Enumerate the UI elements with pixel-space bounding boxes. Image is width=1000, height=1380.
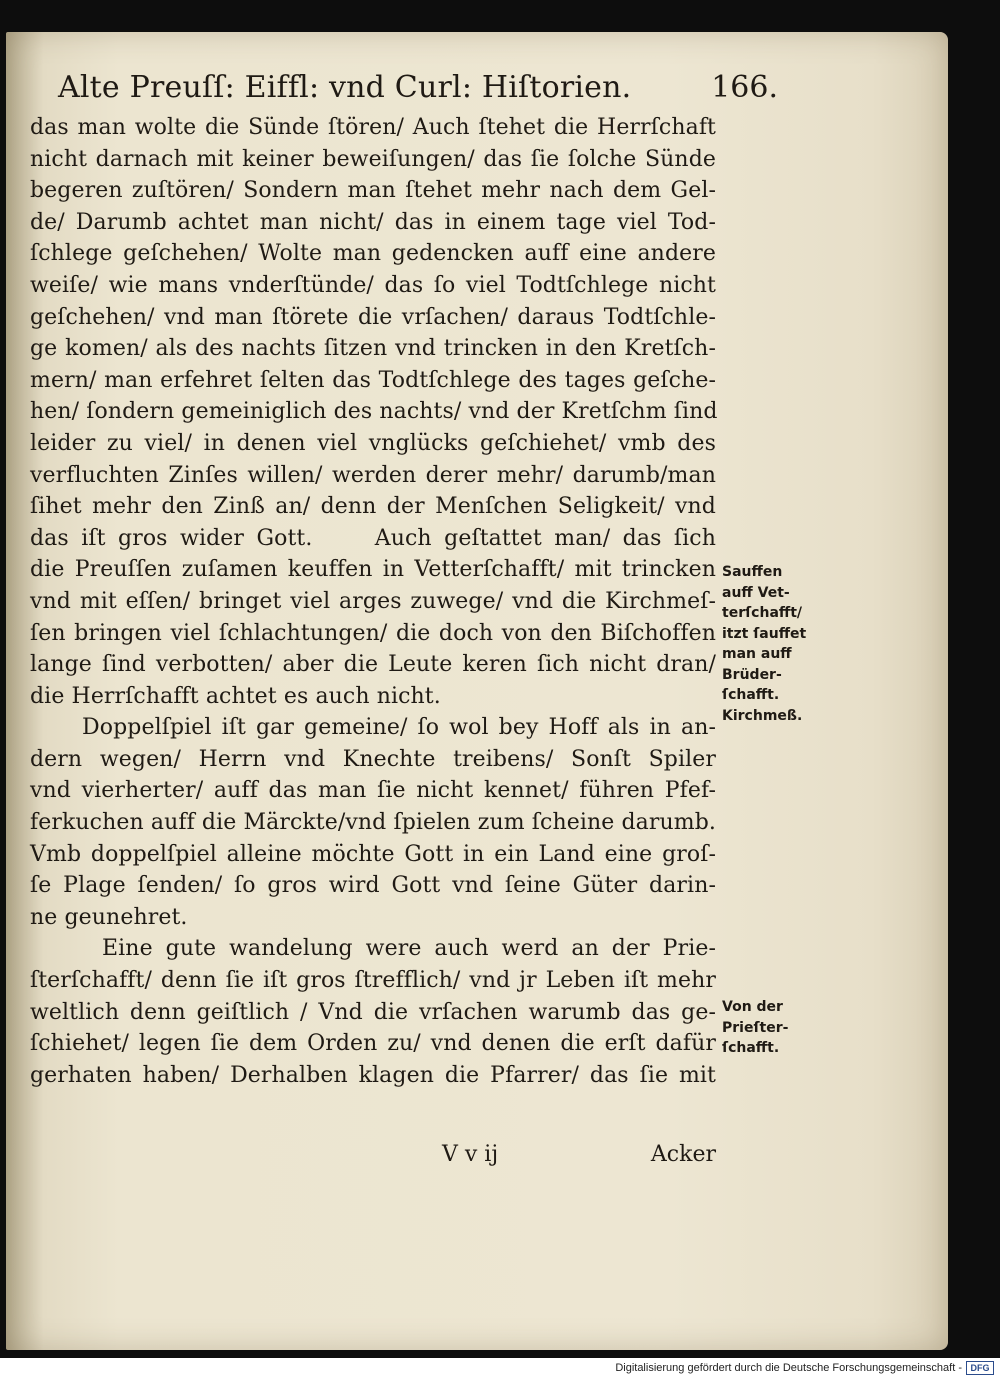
paragraph-start-line: Eine gute wandelung were auch werd an der Prie- <box>102 936 716 962</box>
paragraph-end-line: die Herrſchafft achtet es auch nicht. <box>30 683 441 709</box>
text-line: vnd vierherter/ auff das man ſie nicht kennet/ führen Pfef- <box>30 778 716 804</box>
funding-credit: Digitalisierung gefördert durch die Deutsche Forschungsgemeinschaft - <box>615 1362 962 1374</box>
text-line: ſchlege geſchehen/ Wolte man gedencken auff eine andere <box>30 241 716 267</box>
text-line: ſe Plage ſenden/ ſo gros wird Gott vnd ſeine Güter darin- <box>30 873 716 899</box>
marginal-note-vetterschafft <box>722 562 822 726</box>
text-line: ge komen/ als des nachts ſitzen vnd trincken in den Kretſch- <box>30 336 716 362</box>
catchword: Acker <box>650 1142 716 1167</box>
text-line: verfluchten Zinſes willen/ werden derer mehr/ darumb/man <box>30 462 716 488</box>
marginal-line: terſchafft/ <box>722 605 803 621</box>
text-line: begeren zuſtören/ Sondern man ſtehet mehr nach dem Gel- <box>30 178 716 204</box>
dfg-logo: DFG <box>966 1361 994 1375</box>
text-line: ferkuchen auff die Märckte/vnd ſpielen zum ſcheine darumb. <box>30 810 716 836</box>
marginal-line: Brüder- <box>722 666 782 683</box>
text-line: das iſt gros wider Gott. Auch geſtattet man/ das ſich <box>30 525 716 551</box>
running-head <box>58 70 778 118</box>
text-line: vnd mit eſſen/ bringet viel arges zuwege/ vnd die Kirchmeſ- <box>30 588 716 614</box>
text-line: ſihet mehr den Zinß an/ denn der Menſchen Seligkeit/ vnd <box>30 494 716 520</box>
marginal-line: ſchafft. <box>722 687 780 703</box>
text-line: mern/ man erfehret ſelten das Todtſchlege des tages geſche- <box>30 367 716 393</box>
marginal-line: auff Vet- <box>722 584 790 601</box>
text-line: leider zu viel/ in denen viel vnglücks geſchiehet/ vmb des <box>30 430 716 456</box>
marginal-note-priesterschafft <box>722 997 822 1059</box>
text-line: geſchehen/ vnd man ſtörete die vrſachen/ daraus Todtſchle- <box>30 304 716 330</box>
marginal-line: itzt ſauffet <box>722 625 807 642</box>
running-title: Alte Preuſſ: Eiffl: vnd Curl: Hiſtorien. <box>58 70 632 105</box>
text-line: ſterſchafft/ denn ſie iſt gros ſtrefflich/ vnd jr Leben iſt mehr <box>30 968 716 994</box>
body-text <box>30 112 716 1091</box>
folio-number: 166. <box>711 70 778 105</box>
catchword-line <box>30 1142 716 1176</box>
text-line: das man wolte die Sünde ſtören/ Auch ſtehet die Herrſchaft <box>30 115 716 140</box>
marginal-line: ſchafft. <box>722 1040 780 1056</box>
marginal-line: Kirchmeß. <box>722 707 803 724</box>
marginal-line: man auff <box>722 646 792 662</box>
text-line: ſchiehet/ legen ſie dem Orden zu/ vnd denen die erſt dafür <box>30 1031 716 1057</box>
text-line: hen/ ſondern gemeiniglich des nachts/ vnd der Kretſchm ſind <box>30 399 718 425</box>
text-line: weiſe/ wie mans vnderſtünde/ das ſo viel Todtſchlege nicht <box>30 272 716 298</box>
text-line: ſen bringen viel ſchlachtungen/ die doch von den Biſchoffen <box>30 620 716 646</box>
text-line: de/ Darumb achtet man nicht/ das in einem tage viel Tod- <box>30 209 716 235</box>
text-line: nicht darnach mit keiner beweiſungen/ das ſie ſolche Sünde <box>30 146 716 172</box>
paragraph-start-line: Doppelſpiel iſt gar gemeine/ ſo wol bey Hoff als in an- <box>82 715 716 741</box>
footer-bar <box>0 1358 1000 1380</box>
marginal-line: Von der <box>722 999 783 1015</box>
marginal-line: Prieſter- <box>722 1019 789 1036</box>
text-line: weltlich denn geiſtlich / Vnd die vrſachen warumb das ge- <box>30 999 716 1025</box>
text-line: dern wegen/ Herrn vnd Knechte treibens/ Sonſt Spiler <box>30 746 716 772</box>
paragraph-end-line: ne geunehret. <box>30 904 188 930</box>
signature-mark: V v ij <box>442 1142 499 1167</box>
text-line: lange ſind verbotten/ aber die Leute keren ſich nicht dran/ <box>30 652 716 678</box>
marginal-line: Sauffen <box>722 564 783 580</box>
text-line: die Preuſſen zuſamen keuffen in Vetterſchafft/ mit trincken <box>30 557 716 583</box>
text-line: gerhaten haben/ Derhalben klagen die Pfarrer/ das ſie mit <box>30 1062 716 1088</box>
text-line: Vmb doppelſpiel alleine möchte Gott in ein Land eine groſ- <box>30 841 716 867</box>
